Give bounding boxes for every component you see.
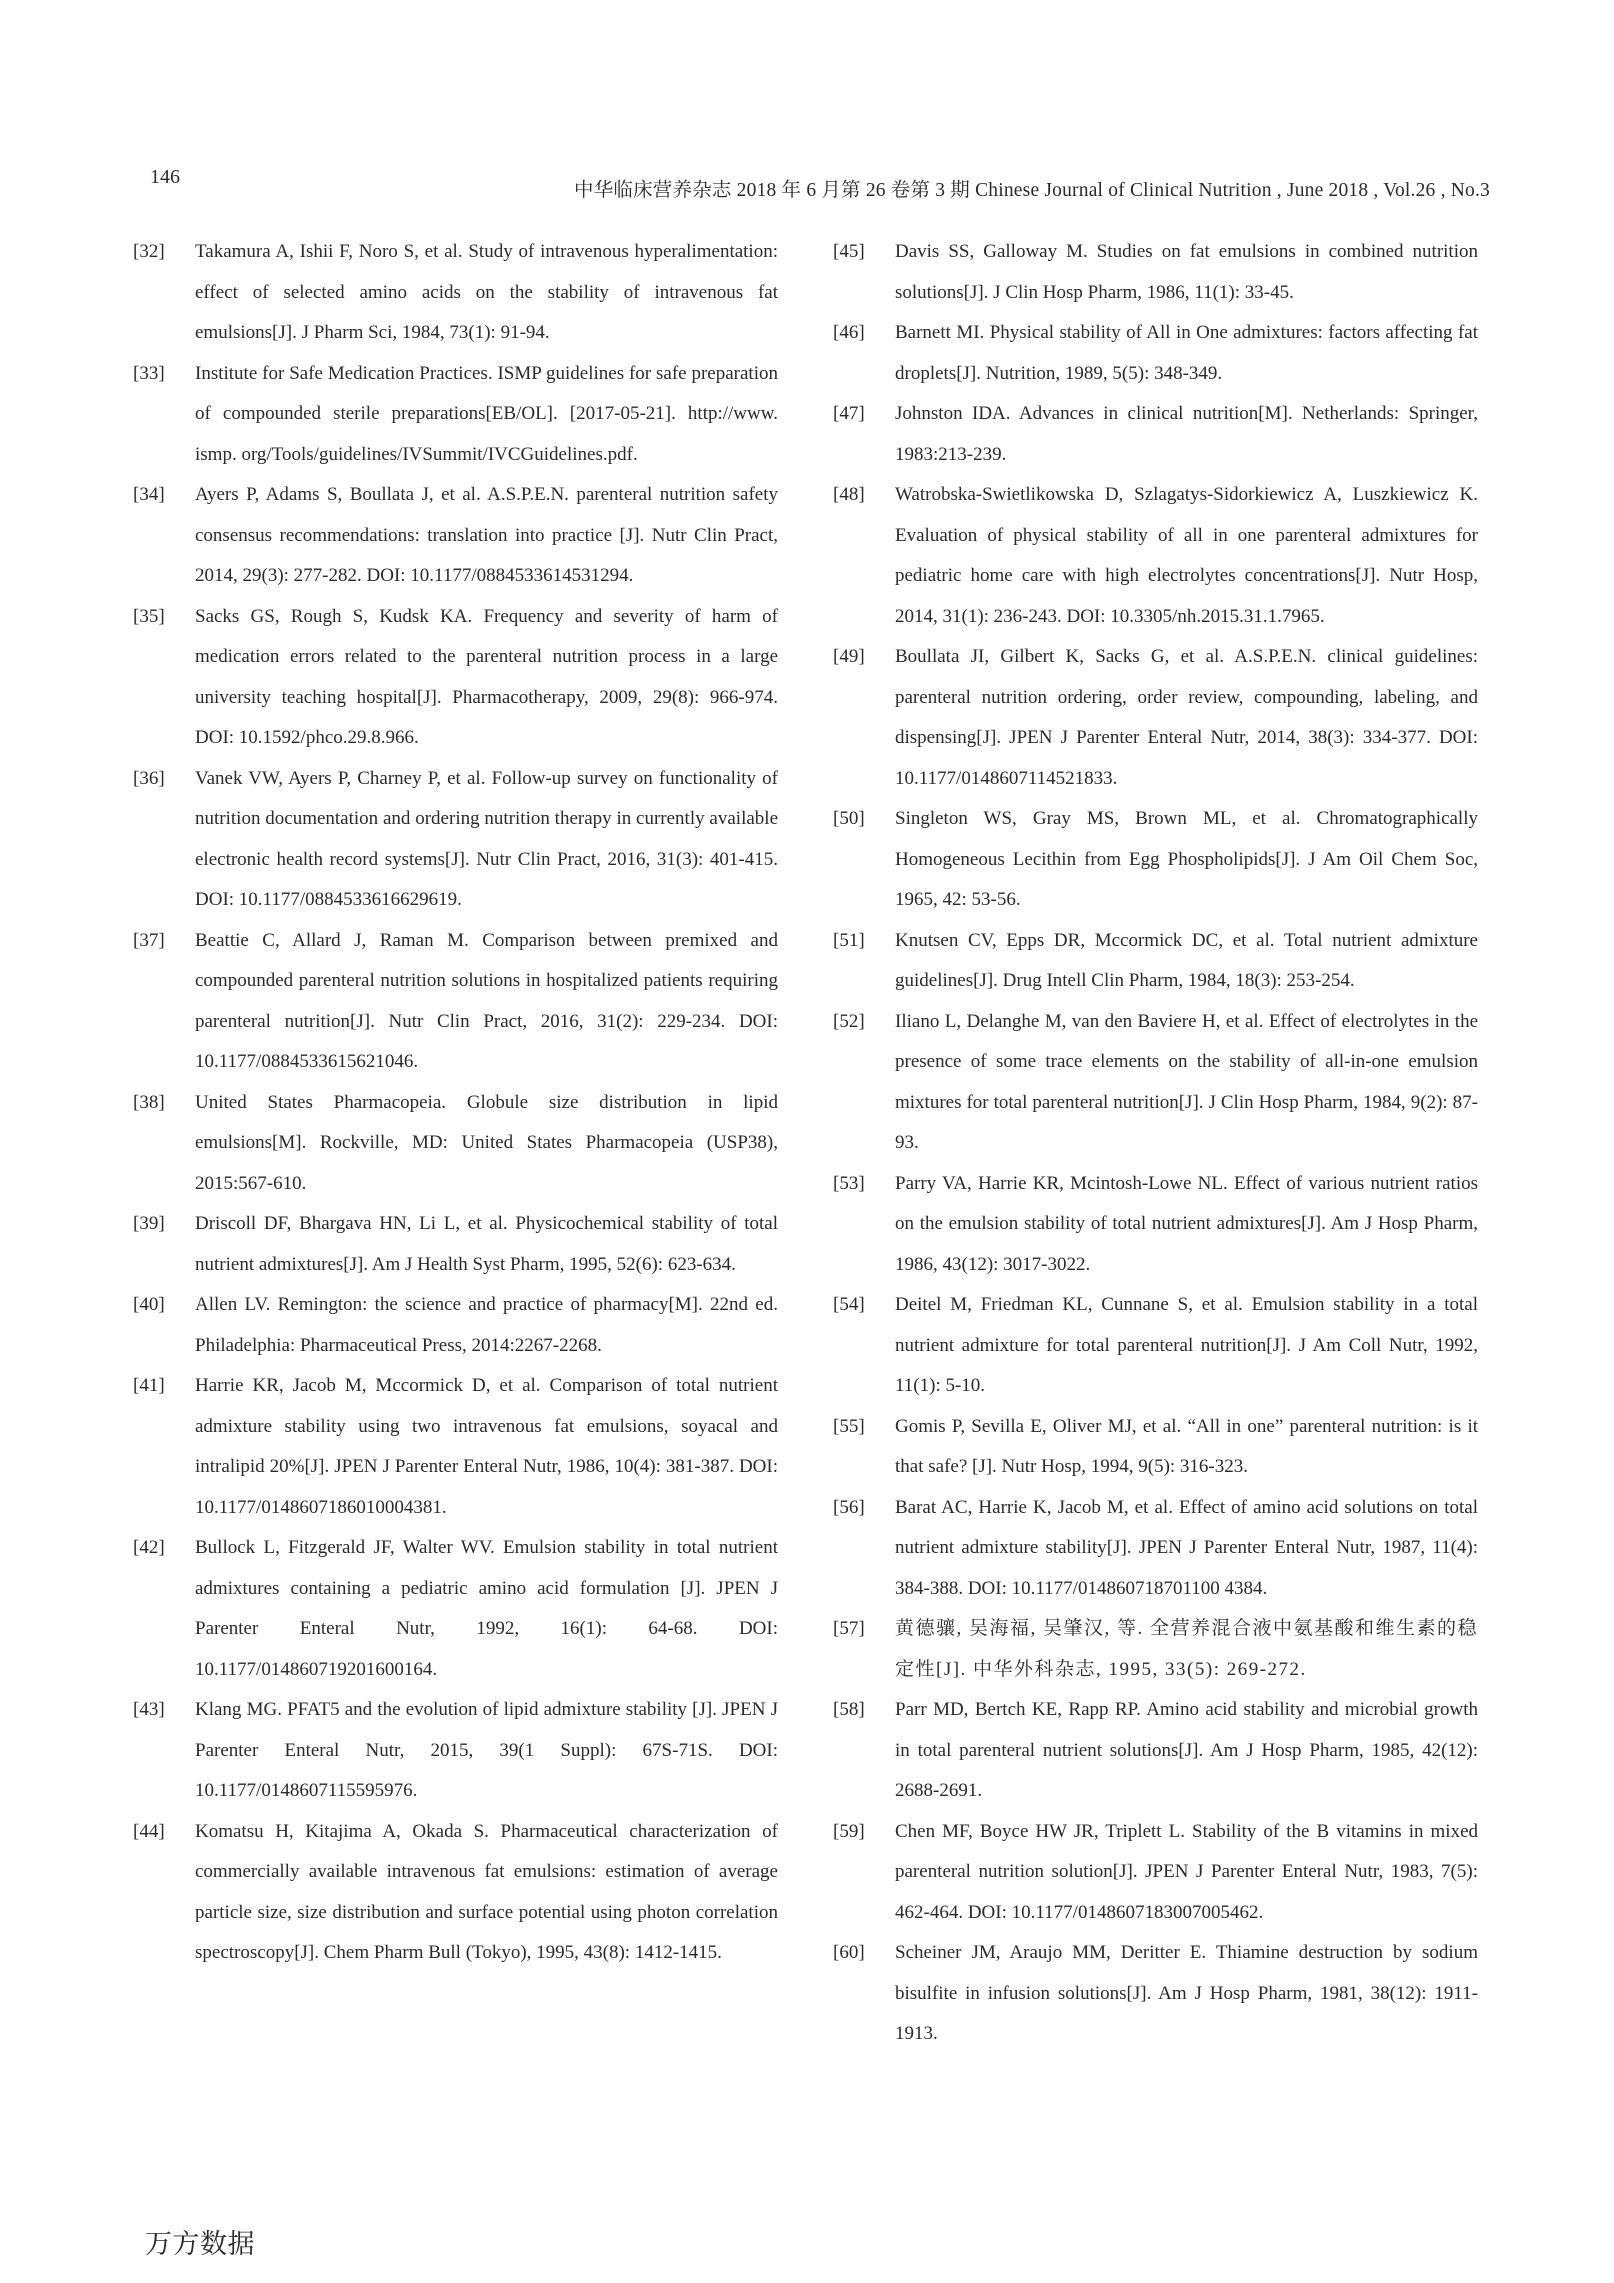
reference-item bbox=[133, 1083, 778, 1205]
reference-text: Takamura A, Ishii F, Noro S, et al. Study of intravenous hyperalimentation: effect of selected amino acids on the stability of intravenous fat emulsions[J]. J Pharm Sci, 1984, 73(1): 91-94. bbox=[195, 241, 778, 343]
reference-item bbox=[133, 921, 778, 1083]
reference-number: [36] bbox=[133, 767, 165, 789]
reference-item bbox=[133, 232, 778, 354]
reference-number: [59] bbox=[833, 1820, 865, 1842]
reference-number: [50] bbox=[833, 808, 865, 829]
reference-number: [57] bbox=[833, 1618, 865, 1639]
reference-item bbox=[833, 475, 1478, 637]
reference-column-left bbox=[133, 232, 778, 1974]
reference-text: Komatsu H, Kitajima A, Okada S. Pharmaceutical characterization of commercially available intravenous fat emulsions: estimation of average particle size, size distribution and surface potential using photon correlation spectroscopy[J]. Chem Pharm Bull (Tokyo), 1995, 43(8): 1412-1415. bbox=[195, 1820, 778, 1963]
reference-text: Driscoll DF, Bhargava HN, Li L, et al. Physicochemical stability of total nutrient admixtures[J]. Am J Health Syst Pharm, 1995, 52(6): 623-634. bbox=[195, 1213, 778, 1275]
reference-text: Scheiner JM, Araujo MM, Deritter E. Thiamine destruction by sodium bisulfite in infusion solutions[J]. Am J Hosp Pharm, 1981, 38(12): 1911-1913. bbox=[895, 1942, 1478, 2044]
reference-item bbox=[833, 1933, 1478, 2055]
reference-item bbox=[833, 1285, 1478, 1407]
reference-number: [33] bbox=[133, 362, 165, 384]
reference-text: Institute for Safe Medication Practices. ISMP guidelines for safe preparation of compounded sterile preparations[EB/OL]. [2017-05-21]. http://www. ismp. org/Tools/guidelines/IVSummit/IVCGuidelines.pdf. bbox=[195, 362, 778, 465]
reference-number: [32] bbox=[133, 241, 165, 262]
reference-item bbox=[833, 921, 1478, 1002]
reference-text: Parr MD, Bertch KE, Rapp RP. Amino acid stability and microbial growth in total parenteral nutrient solutions[J]. Am J Hosp Pharm, 1985, 42(12): 2688-2691. bbox=[895, 1699, 1478, 1801]
reference-number: [58] bbox=[833, 1699, 865, 1720]
reference-item bbox=[833, 1407, 1478, 1488]
reference-number: [43] bbox=[133, 1699, 165, 1720]
reference-item bbox=[133, 1204, 778, 1285]
reference-text: Parry VA, Harrie KR, Mcintosh-Lowe NL. Effect of various nutrient ratios on the emulsion stability of total nutrient admixtures[J]. Am J Hosp Pharm, 1986, 43(12): 3017-3022. bbox=[895, 1172, 1478, 1275]
reference-item bbox=[133, 759, 778, 921]
reference-number: [41] bbox=[133, 1375, 165, 1396]
reference-number: [44] bbox=[133, 1820, 165, 1842]
reference-item bbox=[833, 1609, 1478, 1690]
reference-number: [39] bbox=[133, 1213, 165, 1234]
reference-text: Singleton WS, Gray MS, Brown ML, et al. Chromatographically Homogeneous Lecithin from Egg Phospholipids[J]. J Am Oil Chem Soc, 1965, 42: 53-56. bbox=[895, 808, 1478, 910]
reference-text: Barnett MI. Physical stability of All in One admixtures: factors affecting fat droplets[J]. Nutrition, 1989, 5(5): 348-349. bbox=[895, 322, 1478, 384]
reference-number: [51] bbox=[833, 929, 865, 951]
reference-text: Iliano L, Delanghe M, van den Baviere H, et al. Effect of electrolytes in the presence of some trace elements on the stability of all-in-one emulsion mixtures for total parenteral nutrition[J]. J Clin Hosp Pharm, 1984, 9(2): 87-93. bbox=[895, 1010, 1478, 1153]
page-number: 146 bbox=[150, 166, 180, 188]
reference-item bbox=[833, 394, 1478, 475]
reference-number: [48] bbox=[833, 484, 865, 505]
reference-item bbox=[833, 637, 1478, 799]
watermark: 万方数据 bbox=[145, 2229, 255, 2259]
reference-item bbox=[833, 799, 1478, 921]
reference-text: Boullata JI, Gilbert K, Sacks G, et al. A.S.P.E.N. clinical guidelines: parenteral nutrition ordering, order review, compounding, labeling, and dispensing[J]. JPEN J Parenter Enteral Nutr, 2014, 38(3): 334-377. DOI: 10.1177/0148607114521833. bbox=[895, 646, 1478, 789]
reference-number: [35] bbox=[133, 605, 165, 627]
reference-text: Watrobska-Swietlikowska D, Szlagatys-Sidorkiewicz A, Luszkiewicz K. Evaluation of physical stability of all in one parenteral admixtures for pediatric home care with high electrolytes concentrations[J]. Nutr Hosp, 2014, 31(1): 236-243. DOI: 10.3305/nh.2015.31.1.7965. bbox=[895, 484, 1478, 627]
reference-text: Allen LV. Remington: the science and practice of pharmacy[M]. 22nd ed. Philadelphia: Pharmaceutical Press, 2014:2267-2268. bbox=[195, 1294, 778, 1356]
reference-item bbox=[133, 1528, 778, 1690]
reference-item bbox=[133, 475, 778, 597]
reference-number: [40] bbox=[133, 1294, 165, 1315]
reference-text: Vanek VW, Ayers P, Charney P, et al. Follow-up survey on functionality of nutrition documentation and ordering nutrition therapy in currently available electronic health record systems[J]. Nutr Clin Pract, 2016, 31(3): 401-415. DOI: 10.1177/0884533616629619. bbox=[195, 767, 778, 910]
reference-item bbox=[833, 1164, 1478, 1286]
reference-number: [37] bbox=[133, 929, 165, 951]
reference-number: [53] bbox=[833, 1172, 865, 1194]
reference-text: Ayers P, Adams S, Boullata J, et al. A.S.P.E.N. parenteral nutrition safety consensus recommendations: translation into practice [J]. Nutr Clin Pract, 2014, 29(3): 277-282. DOI: 10.1177/0884533614531294. bbox=[195, 484, 778, 586]
reference-text: Johnston IDA. Advances in clinical nutrition[M]. Netherlands: Springer, 1983:213-239. bbox=[895, 403, 1478, 465]
reference-number: [38] bbox=[133, 1091, 165, 1113]
reference-text: Harrie KR, Jacob M, Mccormick D, et al. Comparison of total nutrient admixture stability using two intravenous fat emulsions, soyacal and intralipid 20%[J]. JPEN J Parenter Enteral Nutr, 1986, 10(4): 381-387. DOI: 10.1177/0148607186010004381. bbox=[195, 1375, 778, 1518]
reference-text: Beattie C, Allard J, Raman M. Comparison between premixed and compounded parenteral nutrition solutions in hospitalized patients requiring parenteral nutrition[J]. Nutr Clin Pract, 2016, 31(2): 229-234. DOI: 10.1177/0884533615621046. bbox=[195, 929, 778, 1072]
reference-number: [47] bbox=[833, 403, 865, 424]
reference-text: Gomis P, Sevilla E, Oliver MJ, et al. “All in one” parenteral nutrition: is it that safe? [J]. Nutr Hosp, 1994, 9(5): 316-323. bbox=[895, 1415, 1478, 1477]
reference-item bbox=[133, 1812, 778, 1974]
running-head: 中华临床营养杂志 2018 年 6 月第 26 卷第 3 期 Chinese Journal of Clinical Nutrition , June 2018 , Vol.26 , No.3 bbox=[574, 180, 1490, 201]
reference-column-right bbox=[833, 232, 1478, 2055]
reference-number: [45] bbox=[833, 241, 865, 262]
reference-text: Knutsen CV, Epps DR, Mccormick DC, et al. Total nutrient admixture guidelines[J]. Drug Intell Clin Pharm, 1984, 18(3): 253-254. bbox=[895, 929, 1478, 991]
reference-item bbox=[133, 1285, 778, 1366]
reference-item bbox=[133, 1366, 778, 1528]
reference-item bbox=[133, 354, 778, 476]
reference-text: Barat AC, Harrie K, Jacob M, et al. Effect of amino acid solutions on total nutrient admixture stability[J]. JPEN J Parenter Enteral Nutr, 1987, 11(4): 384-388. DOI: 10.1177/014860718701100 4384. bbox=[895, 1496, 1478, 1599]
reference-number: [52] bbox=[833, 1010, 865, 1032]
reference-text: Klang MG. PFAT5 and the evolution of lipid admixture stability [J]. JPEN J Parenter Enteral Nutr, 2015, 39(1 Suppl): 67S-71S. DOI: 10.1177/0148607115595976. bbox=[195, 1699, 778, 1801]
reference-item bbox=[133, 1690, 778, 1812]
reference-item bbox=[133, 597, 778, 759]
reference-item bbox=[833, 1002, 1478, 1164]
reference-number: [46] bbox=[833, 322, 865, 343]
reference-text: Sacks GS, Rough S, Kudsk KA. Frequency and severity of harm of medication errors related to the parenteral nutrition process in a large university teaching hospital[J]. Pharmacotherapy, 2009, 29(8): 966-974. DOI: 10.1592/phco.29.8.966. bbox=[195, 605, 778, 748]
reference-number: [42] bbox=[133, 1537, 165, 1558]
reference-number: [55] bbox=[833, 1415, 865, 1437]
reference-text: United States Pharmacopeia. Globule size distribution in lipid emulsions[M]. Rockville, MD: United States Pharmacopeia (USP38), 2015:567-610. bbox=[195, 1091, 778, 1194]
reference-item bbox=[833, 313, 1478, 394]
reference-item bbox=[833, 232, 1478, 313]
reference-item bbox=[833, 1812, 1478, 1934]
reference-number: [56] bbox=[833, 1496, 865, 1518]
reference-text: 黄德骧, 吴海福, 吴肇汉, 等. 全营养混合液中氨基酸和维生素的稳定性[J]. 中华外科杂志, 1995, 33(5): 269-272. bbox=[895, 1618, 1479, 1680]
reference-text: Bullock L, Fitzgerald JF, Walter WV. Emulsion stability in total nutrient admixtures containing a pediatric amino acid formulation [J]. JPEN J Parenter Enteral Nutr, 1992, 16(1): 64-68. DOI: 10.1177/014860719201600164. bbox=[195, 1537, 778, 1680]
reference-item bbox=[833, 1690, 1478, 1812]
reference-text: Chen MF, Boyce HW JR, Triplett L. Stability of the B vitamins in mixed parenteral nutrition solution[J]. JPEN J Parenter Enteral Nutr, 1983, 7(5): 462-464. DOI: 10.1177/0148607183007005462. bbox=[895, 1820, 1478, 1923]
reference-item bbox=[833, 1488, 1478, 1610]
reference-text: Deitel M, Friedman KL, Cunnane S, et al. Emulsion stability in a total nutrient admixture for total parenteral nutrition[J]. J Am Coll Nutr, 1992, 11(1): 5-10. bbox=[895, 1294, 1478, 1396]
reference-text: Davis SS, Galloway M. Studies on fat emulsions in combined nutrition solutions[J]. J Clin Hosp Pharm, 1986, 11(1): 33-45. bbox=[895, 241, 1478, 303]
reference-number: [54] bbox=[833, 1294, 865, 1315]
reference-number: [49] bbox=[833, 646, 865, 667]
reference-number: [34] bbox=[133, 484, 165, 505]
reference-number: [60] bbox=[833, 1942, 865, 1963]
